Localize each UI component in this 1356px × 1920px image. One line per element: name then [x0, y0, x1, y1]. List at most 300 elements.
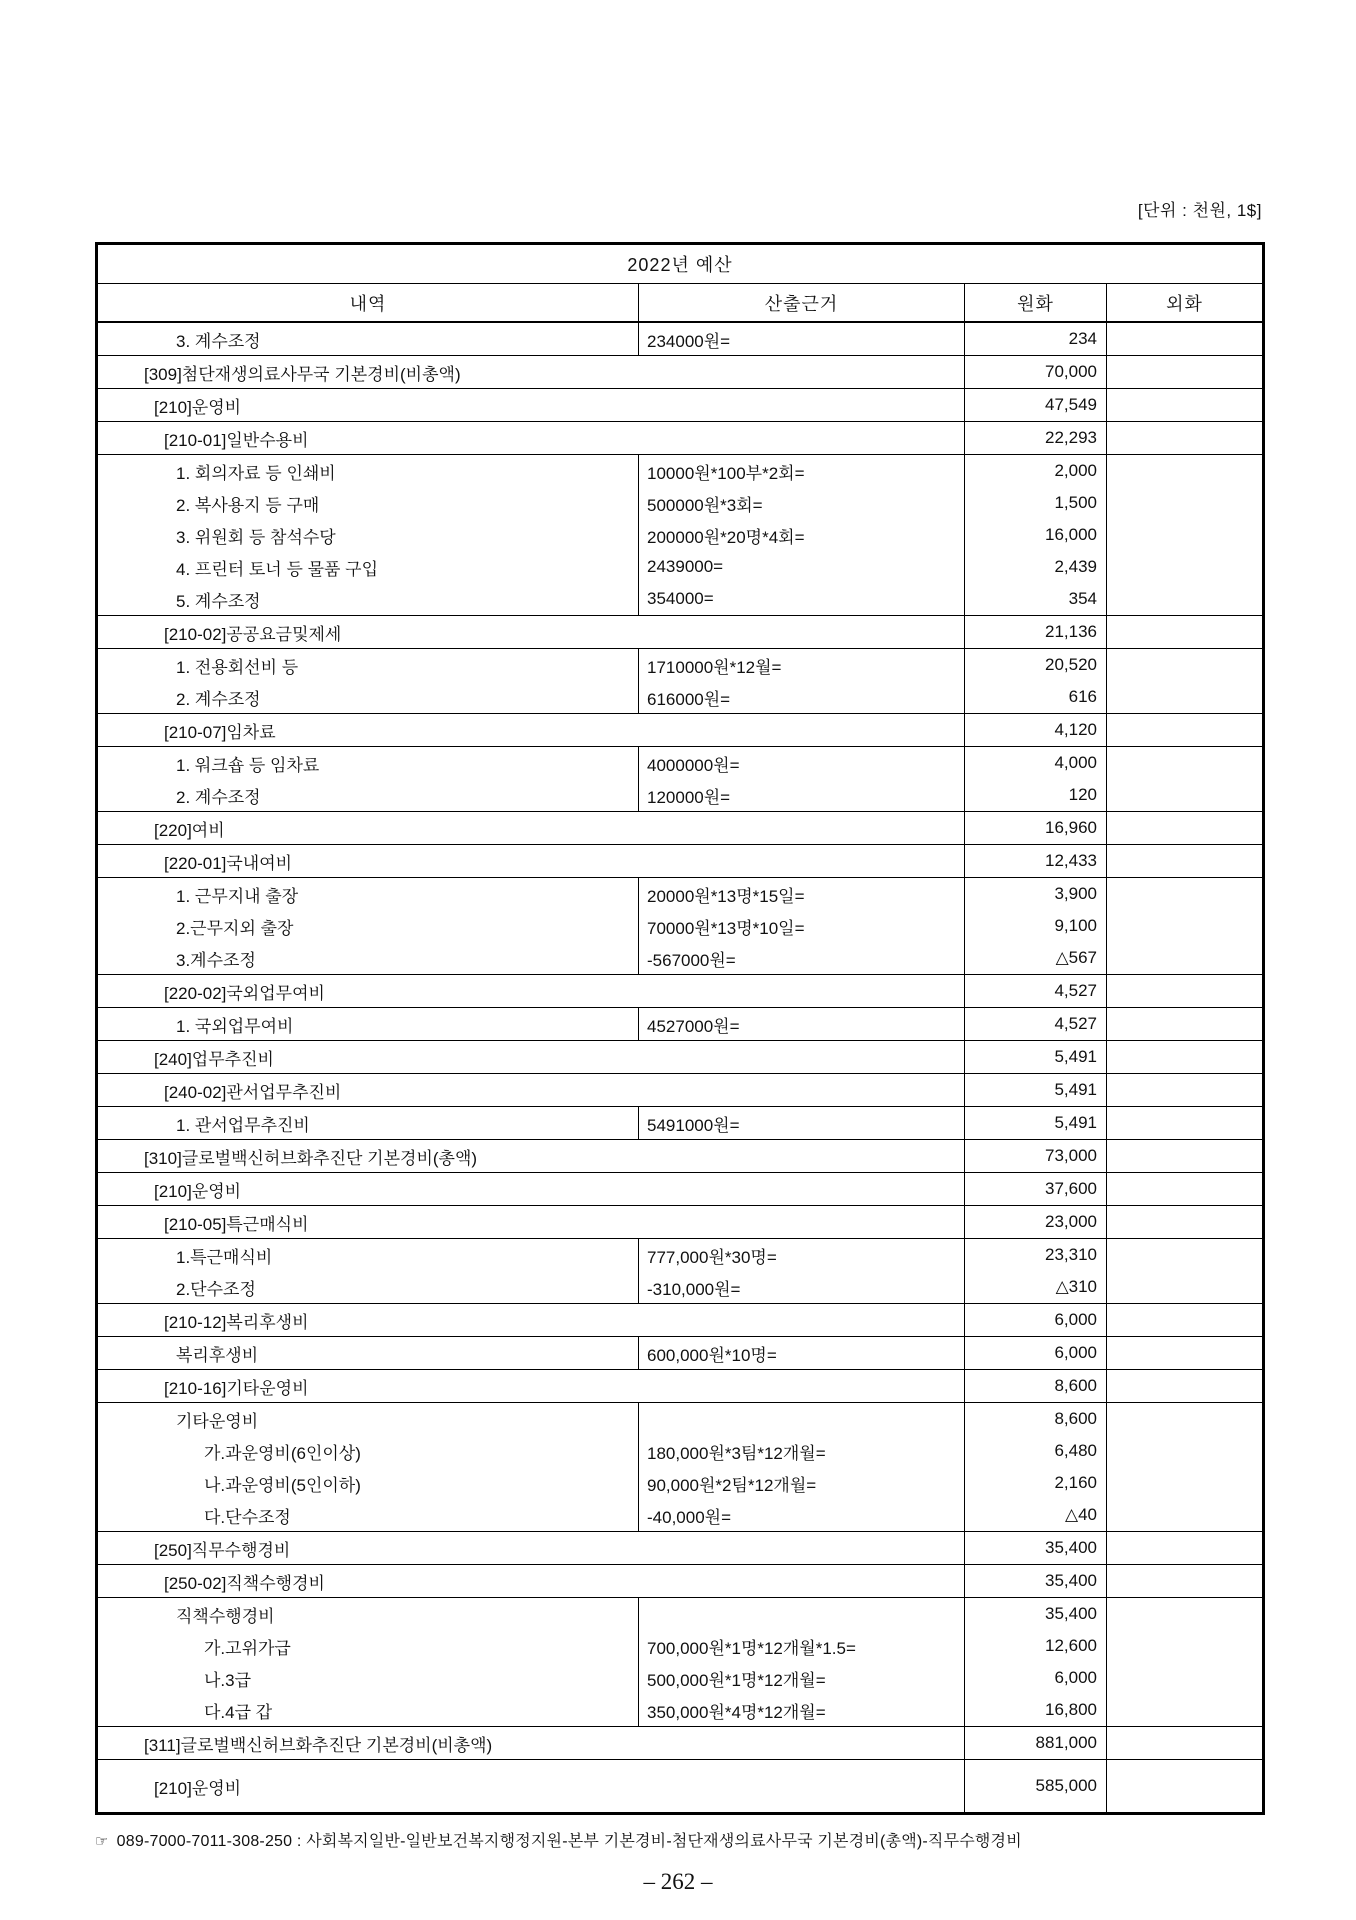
- item-amount: 2,000: [1054, 461, 1097, 480]
- row-amount-foreign: [1107, 1598, 1264, 1727]
- row-amount-foreign: [1107, 1041, 1264, 1074]
- amount-value: 12,433: [1045, 851, 1097, 870]
- table-row: [97, 1140, 1264, 1173]
- amount-value: 35,400: [1045, 1538, 1097, 1557]
- row-amount-krw: [965, 616, 1107, 649]
- table-row: [97, 322, 1264, 356]
- table-row: [97, 1565, 1264, 1598]
- row-basis: [639, 1403, 965, 1532]
- row-amount-foreign: [1107, 975, 1264, 1008]
- item-basis: 90,000원*2팀*12개월=: [647, 1475, 817, 1495]
- item-label: 직책수행경비: [176, 1606, 275, 1626]
- row-amount-foreign: [1107, 389, 1264, 422]
- row-label: [97, 747, 639, 812]
- row-label: [97, 1074, 965, 1107]
- foreign-value: [1107, 1008, 1262, 1040]
- row-amount-krw: [965, 1727, 1107, 1760]
- amount-value: 22,293: [1045, 428, 1097, 447]
- item-label: 3.계수조정: [176, 950, 256, 970]
- amount-value: 4,120: [1054, 720, 1097, 739]
- table-row: [97, 1760, 1264, 1814]
- row-amount-krw: [965, 1532, 1107, 1565]
- item-label: 1. 국외업무여비: [176, 1016, 294, 1036]
- row-label: [97, 714, 965, 747]
- amount-value: 6,000: [1054, 1310, 1097, 1329]
- item-amount: △310: [1055, 1277, 1097, 1296]
- section-label: [210-05]특근매식비: [164, 1214, 309, 1234]
- table-row: [97, 878, 1264, 975]
- row-amount-krw: [965, 649, 1107, 714]
- item-basis: 180,000원*3팀*12개월=: [647, 1443, 826, 1463]
- row-amount-foreign: [1107, 422, 1264, 455]
- item-basis: 2439000=: [647, 557, 724, 576]
- row-amount-krw: [965, 1760, 1107, 1814]
- table-row: [97, 747, 1264, 812]
- table-row: [97, 616, 1264, 649]
- footnote-text: 089-7000-7011-308-250 : 사회복지일반-일반보건복지행정지원-본부 기본경비-첨단재생의료사무국 기본경비(총액)-직무수행경비: [116, 1833, 1022, 1850]
- foreign-value: [1107, 583, 1262, 615]
- item-basis: 200000원*20명*4회=: [647, 527, 805, 547]
- row-amount-foreign: [1107, 1760, 1264, 1814]
- item-label: 가.과운영비(6인이상): [204, 1443, 361, 1463]
- row-basis: [639, 1337, 965, 1370]
- foreign-value: [1107, 681, 1262, 713]
- foreign-value: [1107, 714, 1262, 746]
- footnote: [95, 1828, 1356, 1851]
- row-amount-foreign: [1107, 1304, 1264, 1337]
- row-label: [97, 1008, 639, 1041]
- row-amount-krw: [965, 1140, 1107, 1173]
- row-basis: [639, 1598, 965, 1727]
- foreign-value: [1107, 747, 1262, 779]
- row-amount-krw: [965, 1565, 1107, 1598]
- table-body: [97, 322, 1264, 1814]
- row-label: [97, 1760, 965, 1814]
- amount-value: 70,000: [1045, 362, 1097, 381]
- row-amount-krw: [965, 1041, 1107, 1074]
- item-amount: 5,491: [1054, 1113, 1097, 1132]
- row-label: [97, 649, 639, 714]
- row-label: [97, 455, 639, 616]
- row-basis: [639, 1239, 965, 1304]
- item-amount: 35,400: [1045, 1604, 1097, 1623]
- section-label: [210-01]일반수용비: [164, 430, 309, 450]
- section-label: [210-12]복리후생비: [164, 1312, 309, 1332]
- amount-value: 8,600: [1054, 1376, 1097, 1395]
- item-label: 1. 전용회선비 등: [176, 657, 299, 677]
- foreign-value: [1107, 323, 1262, 355]
- item-basis: -40,000원=: [647, 1507, 732, 1527]
- row-label: [97, 975, 965, 1008]
- item-amount: 16,000: [1045, 525, 1097, 544]
- item-basis: -567000원=: [647, 950, 736, 970]
- pointing-hand-icon: ☞: [95, 1833, 109, 1850]
- table-header-row: [97, 284, 1264, 323]
- table-row: [97, 1107, 1264, 1140]
- row-label: [97, 1565, 965, 1598]
- row-label: [97, 1140, 965, 1173]
- amount-value: 37,600: [1045, 1179, 1097, 1198]
- item-label: 2.단수조정: [176, 1279, 256, 1299]
- section-label: [210]운영비: [154, 1778, 242, 1798]
- foreign-value: [1107, 1467, 1262, 1499]
- table-row: [97, 1532, 1264, 1565]
- item-label: 2. 계수조정: [176, 689, 261, 709]
- foreign-value: [1107, 878, 1262, 910]
- row-amount-foreign: [1107, 1140, 1264, 1173]
- item-basis: 350,000원*4명*12개월=: [647, 1702, 826, 1722]
- section-label: [210]운영비: [154, 397, 242, 417]
- row-label: [97, 1041, 965, 1074]
- foreign-value: [1107, 1304, 1262, 1336]
- item-label: 다.4급 갑: [204, 1702, 273, 1722]
- item-basis: 600,000원*10명=: [647, 1345, 777, 1365]
- foreign-value: [1107, 455, 1262, 487]
- item-amount: 2,439: [1054, 557, 1097, 576]
- row-label: [97, 1532, 965, 1565]
- item-basis: 616000원=: [647, 689, 731, 709]
- table-row: [97, 1008, 1264, 1041]
- item-basis: [639, 1403, 964, 1435]
- col-header-detail: 내역: [97, 284, 639, 323]
- item-basis: 120000원=: [647, 787, 731, 807]
- row-amount-krw: [965, 1107, 1107, 1140]
- item-amount: △567: [1055, 948, 1097, 967]
- foreign-value: [1107, 1760, 1262, 1812]
- row-amount-krw: [965, 389, 1107, 422]
- item-amount: 2,160: [1054, 1473, 1097, 1492]
- item-label: 기타운영비: [176, 1411, 259, 1431]
- budget-table: [95, 242, 1265, 1815]
- item-amount: 354: [1068, 589, 1097, 608]
- item-basis: 500000원*3회=: [647, 495, 763, 515]
- item-label: 3. 위원회 등 참석수당: [176, 527, 336, 547]
- row-amount-krw: [965, 714, 1107, 747]
- item-label: 복리후생비: [176, 1345, 259, 1365]
- table-row: [97, 1206, 1264, 1239]
- item-amount: 8,600: [1054, 1409, 1097, 1428]
- foreign-value: [1107, 1694, 1262, 1726]
- row-label: [97, 1403, 639, 1532]
- row-amount-foreign: [1107, 1074, 1264, 1107]
- table-row: [97, 422, 1264, 455]
- item-amount: 234: [1068, 329, 1097, 348]
- item-basis: 4000000원=: [647, 755, 740, 775]
- item-amount: 6,480: [1054, 1441, 1097, 1460]
- row-label: [97, 845, 965, 878]
- row-amount-krw: [965, 1239, 1107, 1304]
- section-label: [250]직무수행경비: [154, 1540, 291, 1560]
- item-label: 1. 워크숍 등 임차료: [176, 755, 320, 775]
- item-label: 2.근무지외 출장: [176, 918, 294, 938]
- foreign-value: [1107, 1337, 1262, 1369]
- item-label: 1.특근매식비: [176, 1247, 273, 1267]
- row-amount-krw: [965, 1074, 1107, 1107]
- amount-value: 73,000: [1045, 1146, 1097, 1165]
- row-amount-foreign: [1107, 714, 1264, 747]
- foreign-value: [1107, 1041, 1262, 1073]
- row-amount-krw: [965, 747, 1107, 812]
- row-amount-foreign: [1107, 455, 1264, 616]
- unit-label: [단위 : 천원, 1$]: [1137, 201, 1262, 220]
- item-label: 1. 관서업무추진비: [176, 1115, 310, 1135]
- row-amount-krw: [965, 1304, 1107, 1337]
- item-basis: [639, 1598, 964, 1630]
- table-row: [97, 975, 1264, 1008]
- amount-value: 585,000: [1035, 1776, 1097, 1795]
- item-amount: 120: [1068, 785, 1097, 804]
- row-label: [97, 422, 965, 455]
- table-row: [97, 1173, 1264, 1206]
- item-amount: 4,000: [1054, 753, 1097, 772]
- col-header-foreign: 외화: [1107, 284, 1264, 323]
- amount-value: 5,491: [1054, 1080, 1097, 1099]
- section-label: [210-07]임차료: [164, 722, 276, 742]
- row-label: [97, 1173, 965, 1206]
- foreign-value: [1107, 519, 1262, 551]
- foreign-value: [1107, 942, 1262, 974]
- item-label: 다.단수조정: [204, 1507, 291, 1527]
- table-row: [97, 812, 1264, 845]
- row-label: [97, 878, 639, 975]
- table-row: [97, 1598, 1264, 1727]
- amount-value: 23,000: [1045, 1212, 1097, 1231]
- item-label: 1. 근무지내 출장: [176, 886, 299, 906]
- item-label: 가.고위가급: [204, 1638, 291, 1658]
- row-label: [97, 1598, 639, 1727]
- item-basis: 500,000원*1명*12개월=: [647, 1670, 826, 1690]
- section-label: [210-02]공공요금및제세: [164, 624, 342, 644]
- foreign-value: [1107, 975, 1262, 1007]
- item-label: 2. 복사용지 등 구매: [176, 495, 320, 515]
- row-amount-foreign: [1107, 1239, 1264, 1304]
- row-label: [97, 1239, 639, 1304]
- foreign-value: [1107, 551, 1262, 583]
- section-label: [220-01]국내여비: [164, 853, 293, 873]
- item-amount: △40: [1065, 1505, 1097, 1524]
- row-basis: [639, 455, 965, 616]
- item-basis: 20000원*13명*15일=: [647, 886, 805, 906]
- foreign-value: [1107, 1173, 1262, 1205]
- row-amount-foreign: [1107, 1107, 1264, 1140]
- row-amount-krw: [965, 455, 1107, 616]
- foreign-value: [1107, 487, 1262, 519]
- foreign-value: [1107, 779, 1262, 811]
- foreign-value: [1107, 422, 1262, 454]
- row-label: [97, 1337, 639, 1370]
- row-label: [97, 1206, 965, 1239]
- row-amount-foreign: [1107, 1008, 1264, 1041]
- foreign-value: [1107, 812, 1262, 844]
- row-amount-foreign: [1107, 1206, 1264, 1239]
- row-amount-krw: [965, 1008, 1107, 1041]
- row-amount-foreign: [1107, 1173, 1264, 1206]
- row-amount-krw: [965, 975, 1107, 1008]
- foreign-value: [1107, 1403, 1262, 1435]
- row-label: [97, 1107, 639, 1140]
- col-header-krw: 원화: [965, 284, 1107, 323]
- row-amount-krw: [965, 356, 1107, 389]
- section-label: [220]여비: [154, 820, 225, 840]
- col-header-basis: 산출근거: [639, 284, 965, 323]
- row-amount-foreign: [1107, 845, 1264, 878]
- row-basis: [639, 322, 965, 356]
- item-amount: 1,500: [1054, 493, 1097, 512]
- row-basis: [639, 1107, 965, 1140]
- amount-value: 21,136: [1045, 622, 1097, 641]
- item-amount: 616: [1068, 687, 1097, 706]
- foreign-value: [1107, 1662, 1262, 1694]
- table-row: [97, 356, 1264, 389]
- item-amount: 23,310: [1045, 1245, 1097, 1264]
- table-row: [97, 1041, 1264, 1074]
- row-amount-foreign: [1107, 1565, 1264, 1598]
- page-number: – 262 –: [643, 1869, 713, 1894]
- row-amount-foreign: [1107, 649, 1264, 714]
- section-label: [240]업무추진비: [154, 1049, 274, 1069]
- item-amount: 9,100: [1054, 916, 1097, 935]
- row-label: [97, 812, 965, 845]
- section-label: [240-02]관서업무추진비: [164, 1082, 342, 1102]
- section-label: [309]첨단재생의료사무국 기본경비(비총액): [144, 364, 461, 384]
- table-row: [97, 714, 1264, 747]
- row-basis: [639, 747, 965, 812]
- item-basis: -310,000원=: [647, 1279, 741, 1299]
- row-label: [97, 389, 965, 422]
- row-amount-krw: [965, 1173, 1107, 1206]
- row-amount-krw: [965, 422, 1107, 455]
- row-amount-foreign: [1107, 356, 1264, 389]
- item-amount: 20,520: [1045, 655, 1097, 674]
- table-title: 2022년 예산: [97, 244, 1264, 284]
- row-label: [97, 1370, 965, 1403]
- row-basis: [639, 649, 965, 714]
- foreign-value: [1107, 1206, 1262, 1238]
- amount-value: 881,000: [1035, 1733, 1097, 1752]
- row-label: [97, 616, 965, 649]
- foreign-value: [1107, 1499, 1262, 1531]
- item-label: 5. 계수조정: [176, 591, 261, 611]
- row-amount-krw: [965, 1403, 1107, 1532]
- row-amount-foreign: [1107, 812, 1264, 845]
- foreign-value: [1107, 1271, 1262, 1303]
- amount-value: 16,960: [1045, 818, 1097, 837]
- item-amount: 6,000: [1054, 1343, 1097, 1362]
- section-label: [310]글로벌백신허브화추진단 기본경비(총액): [144, 1148, 478, 1168]
- foreign-value: [1107, 1107, 1262, 1139]
- foreign-value: [1107, 1074, 1262, 1106]
- item-basis: 777,000원*30명=: [647, 1247, 777, 1267]
- item-label: 나.과운영비(5인이하): [204, 1475, 361, 1495]
- item-amount: 6,000: [1054, 1668, 1097, 1687]
- item-label: 3. 계수조정: [176, 331, 261, 351]
- amount-value: 4,527: [1054, 981, 1097, 1000]
- item-basis: 354000=: [647, 589, 714, 608]
- row-amount-krw: [965, 1206, 1107, 1239]
- foreign-value: [1107, 356, 1262, 388]
- item-basis: 5491000원=: [647, 1115, 740, 1135]
- row-amount-krw: [965, 1337, 1107, 1370]
- table-row: [97, 1304, 1264, 1337]
- item-basis: 4527000원=: [647, 1016, 740, 1036]
- item-amount: 16,800: [1045, 1700, 1097, 1719]
- row-amount-krw: [965, 1598, 1107, 1727]
- table-row: [97, 389, 1264, 422]
- table-row: [97, 1074, 1264, 1107]
- item-basis: 70000원*13명*10일=: [647, 918, 805, 938]
- item-basis: 10000원*100부*2회=: [647, 463, 805, 483]
- foreign-value: [1107, 1435, 1262, 1467]
- row-basis: [639, 1008, 965, 1041]
- table-row: [97, 455, 1264, 616]
- item-amount: 4,527: [1054, 1014, 1097, 1033]
- row-amount-krw: [965, 322, 1107, 356]
- row-amount-foreign: [1107, 1337, 1264, 1370]
- foreign-value: [1107, 910, 1262, 942]
- row-label: [97, 356, 965, 389]
- foreign-value: [1107, 1630, 1262, 1662]
- amount-value: 47,549: [1045, 395, 1097, 414]
- foreign-value: [1107, 1565, 1262, 1597]
- amount-value: 5,491: [1054, 1047, 1097, 1066]
- item-amount: 12,600: [1045, 1636, 1097, 1655]
- row-amount-krw: [965, 845, 1107, 878]
- row-amount-foreign: [1107, 878, 1264, 975]
- item-basis: 1710000원*12월=: [647, 657, 782, 677]
- row-amount-foreign: [1107, 1727, 1264, 1760]
- item-label: 4. 프린터 토너 등 물품 구입: [176, 559, 379, 579]
- row-label: [97, 1727, 965, 1760]
- foreign-value: [1107, 1727, 1262, 1759]
- table-row: [97, 845, 1264, 878]
- row-amount-foreign: [1107, 1370, 1264, 1403]
- table-row: [97, 1370, 1264, 1403]
- row-label: [97, 322, 639, 356]
- row-amount-krw: [965, 812, 1107, 845]
- item-label: 2. 계수조정: [176, 787, 261, 807]
- foreign-value: [1107, 389, 1262, 421]
- foreign-value: [1107, 1239, 1262, 1271]
- table-row: [97, 1239, 1264, 1304]
- row-amount-foreign: [1107, 1532, 1264, 1565]
- row-amount-foreign: [1107, 1403, 1264, 1532]
- row-amount-krw: [965, 1370, 1107, 1403]
- row-amount-krw: [965, 878, 1107, 975]
- table-row: [97, 1337, 1264, 1370]
- table-title-row: [97, 244, 1264, 284]
- row-amount-foreign: [1107, 616, 1264, 649]
- amount-value: 35,400: [1045, 1571, 1097, 1590]
- foreign-value: [1107, 1532, 1262, 1564]
- row-label: [97, 1304, 965, 1337]
- foreign-value: [1107, 616, 1262, 648]
- section-label: [210]운영비: [154, 1181, 242, 1201]
- section-label: [210-16]기타운영비: [164, 1378, 309, 1398]
- section-label: [220-02]국외업무여비: [164, 983, 325, 1003]
- foreign-value: [1107, 1370, 1262, 1402]
- item-basis: 234000원=: [647, 331, 731, 351]
- section-label: [311]글로벌백신허브화추진단 기본경비(비총액): [144, 1735, 493, 1755]
- foreign-value: [1107, 1598, 1262, 1630]
- item-amount: 3,900: [1054, 884, 1097, 903]
- foreign-value: [1107, 1140, 1262, 1172]
- row-amount-foreign: [1107, 747, 1264, 812]
- item-basis: 700,000원*1명*12개월*1.5=: [647, 1638, 856, 1658]
- foreign-value: [1107, 649, 1262, 681]
- table-row: [97, 1403, 1264, 1532]
- item-label: 나.3급: [204, 1670, 252, 1690]
- table-row: [97, 1727, 1264, 1760]
